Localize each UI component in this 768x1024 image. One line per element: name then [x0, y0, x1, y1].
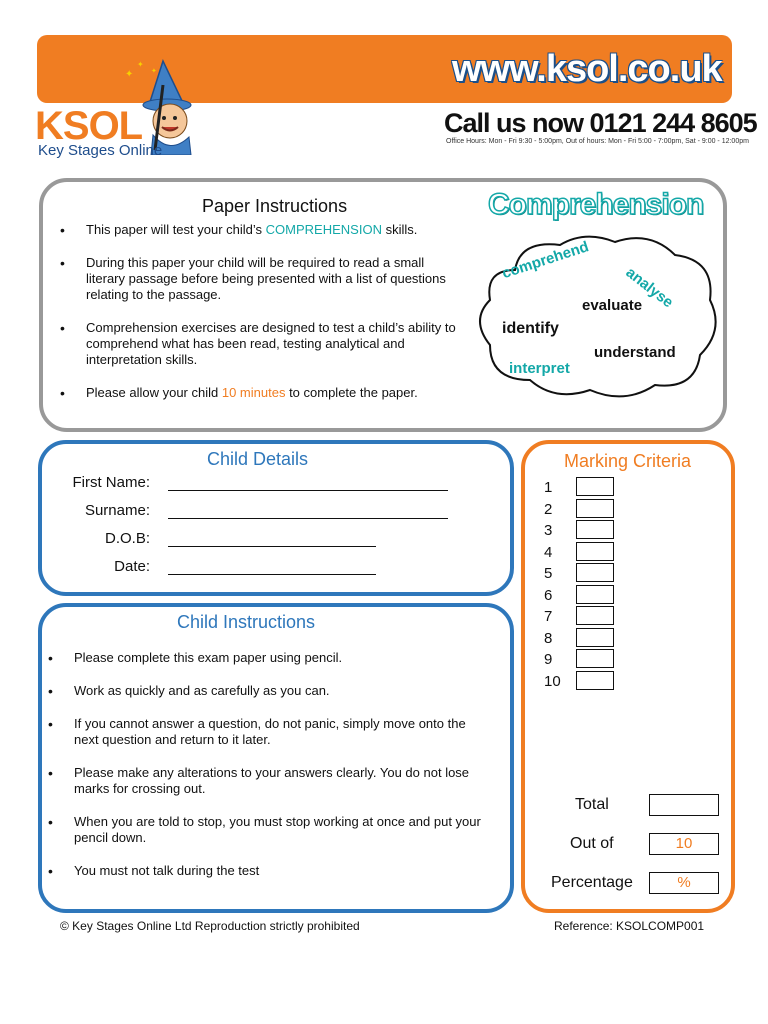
percentage-label: Percentage [551, 874, 633, 891]
svg-text:✦: ✦ [125, 69, 134, 80]
date-field[interactable] [168, 558, 376, 575]
phone-number: Call us now 0121 244 8605 [444, 108, 757, 138]
child-details-title: Child Details [207, 449, 309, 469]
total-label: Total [575, 796, 609, 813]
website-url[interactable]: www.ksol.co.uk [452, 48, 722, 90]
mark-box[interactable] [576, 671, 614, 690]
question-number: 1 [544, 479, 553, 496]
percentage-box[interactable]: % [649, 872, 719, 894]
mark-box[interactable] [576, 606, 614, 625]
date-label: Date: [114, 558, 150, 575]
dob-label: D.O.B: [104, 530, 150, 547]
question-number: 10 [544, 672, 561, 690]
out-of-label: Out of [570, 835, 614, 852]
paper-instructions-list [60, 222, 465, 418]
svg-text:✦: ✦ [151, 68, 157, 75]
question-number: 8 [544, 629, 553, 647]
surname-field[interactable] [168, 502, 448, 519]
mark-box[interactable] [576, 628, 614, 647]
child-instructions-list [48, 650, 488, 896]
cloud-word-analyse: analyse [622, 264, 677, 312]
cloud-word-understand: understand [594, 344, 676, 361]
total-box[interactable] [649, 794, 719, 816]
marking-criteria-title: Marking Criteria [564, 451, 692, 471]
child-instruction-item: • Please complete this exam paper using pencil. [48, 650, 488, 666]
paper-instructions-title: Paper Instructions [202, 196, 348, 216]
logo-subtitle: Key Stages Online [38, 142, 163, 159]
mark-box[interactable] [576, 542, 614, 561]
instruction-item: • Comprehension exercises are designed to test a child’s ability to comprehend what has been read, testing analytical and interpretation skills. [60, 320, 465, 368]
child-instruction-item: • Please make any alterations to your answers clearly. You do not lose marks for crossing out. [48, 765, 488, 797]
question-number: 3 [544, 522, 553, 539]
child-instruction-item: • If you cannot answer a question, do not panic, simply move onto the next question and return to it later. [48, 716, 488, 748]
cloud-word-interpret: interpret [509, 360, 570, 377]
copyright-text: © Key Stages Online Ltd Reproduction strictly prohibited [60, 919, 360, 933]
ksol-logo: KSOL [35, 104, 143, 148]
office-hours: Office Hours: Mon - Fri 9:30 - 5:00pm, Out of hours: Mon - Fri 5:00 - 7:00pm, Sat - 9:00 - 12:00pm [446, 138, 749, 145]
reference-text: Reference: KSOLCOMP001 [554, 919, 705, 933]
instruction-item: • Please allow your child 10 minutes to complete the paper. [60, 385, 465, 401]
cloud-word-evaluate: evaluate [582, 297, 643, 314]
question-number: 4 [544, 543, 553, 561]
question-number: 7 [544, 608, 553, 625]
child-instruction-item: • When you are told to stop, you must stop working at once and put your pencil down. [48, 814, 488, 846]
child-instruction-item: • You must not talk during the test [48, 863, 488, 879]
svg-text:✦: ✦ [137, 60, 144, 69]
cloud-word-comprehend: comprehend [500, 238, 591, 283]
comprehension-title: Comprehension [488, 188, 704, 221]
question-number: 9 [544, 651, 553, 668]
surname-label: Surname: [84, 502, 150, 519]
child-instructions-title: Child Instructions [177, 612, 316, 632]
mark-box[interactable] [576, 563, 614, 582]
first-name-field[interactable] [168, 474, 448, 491]
mark-box[interactable] [576, 499, 614, 518]
mark-box[interactable] [576, 477, 614, 496]
mark-box[interactable] [576, 520, 614, 539]
mark-box[interactable] [576, 585, 614, 604]
mark-box[interactable] [576, 649, 614, 668]
first-name-label: First Name: [72, 474, 150, 491]
dob-field[interactable] [168, 530, 376, 547]
cloud-word-identify: identify [502, 320, 559, 337]
out-of-box: 10 [649, 833, 719, 855]
child-instruction-item: • Work as quickly and as carefully as you can. [48, 683, 488, 699]
instruction-item: • During this paper your child will be required to read a small literary passage before being presented with a list of questions relating to the passage. [60, 255, 465, 303]
question-number: 5 [544, 565, 553, 582]
instruction-item: • This paper will test your child’s COMPREHENSION skills. [60, 222, 465, 238]
question-number: 6 [544, 586, 553, 604]
question-number: 2 [544, 500, 553, 518]
